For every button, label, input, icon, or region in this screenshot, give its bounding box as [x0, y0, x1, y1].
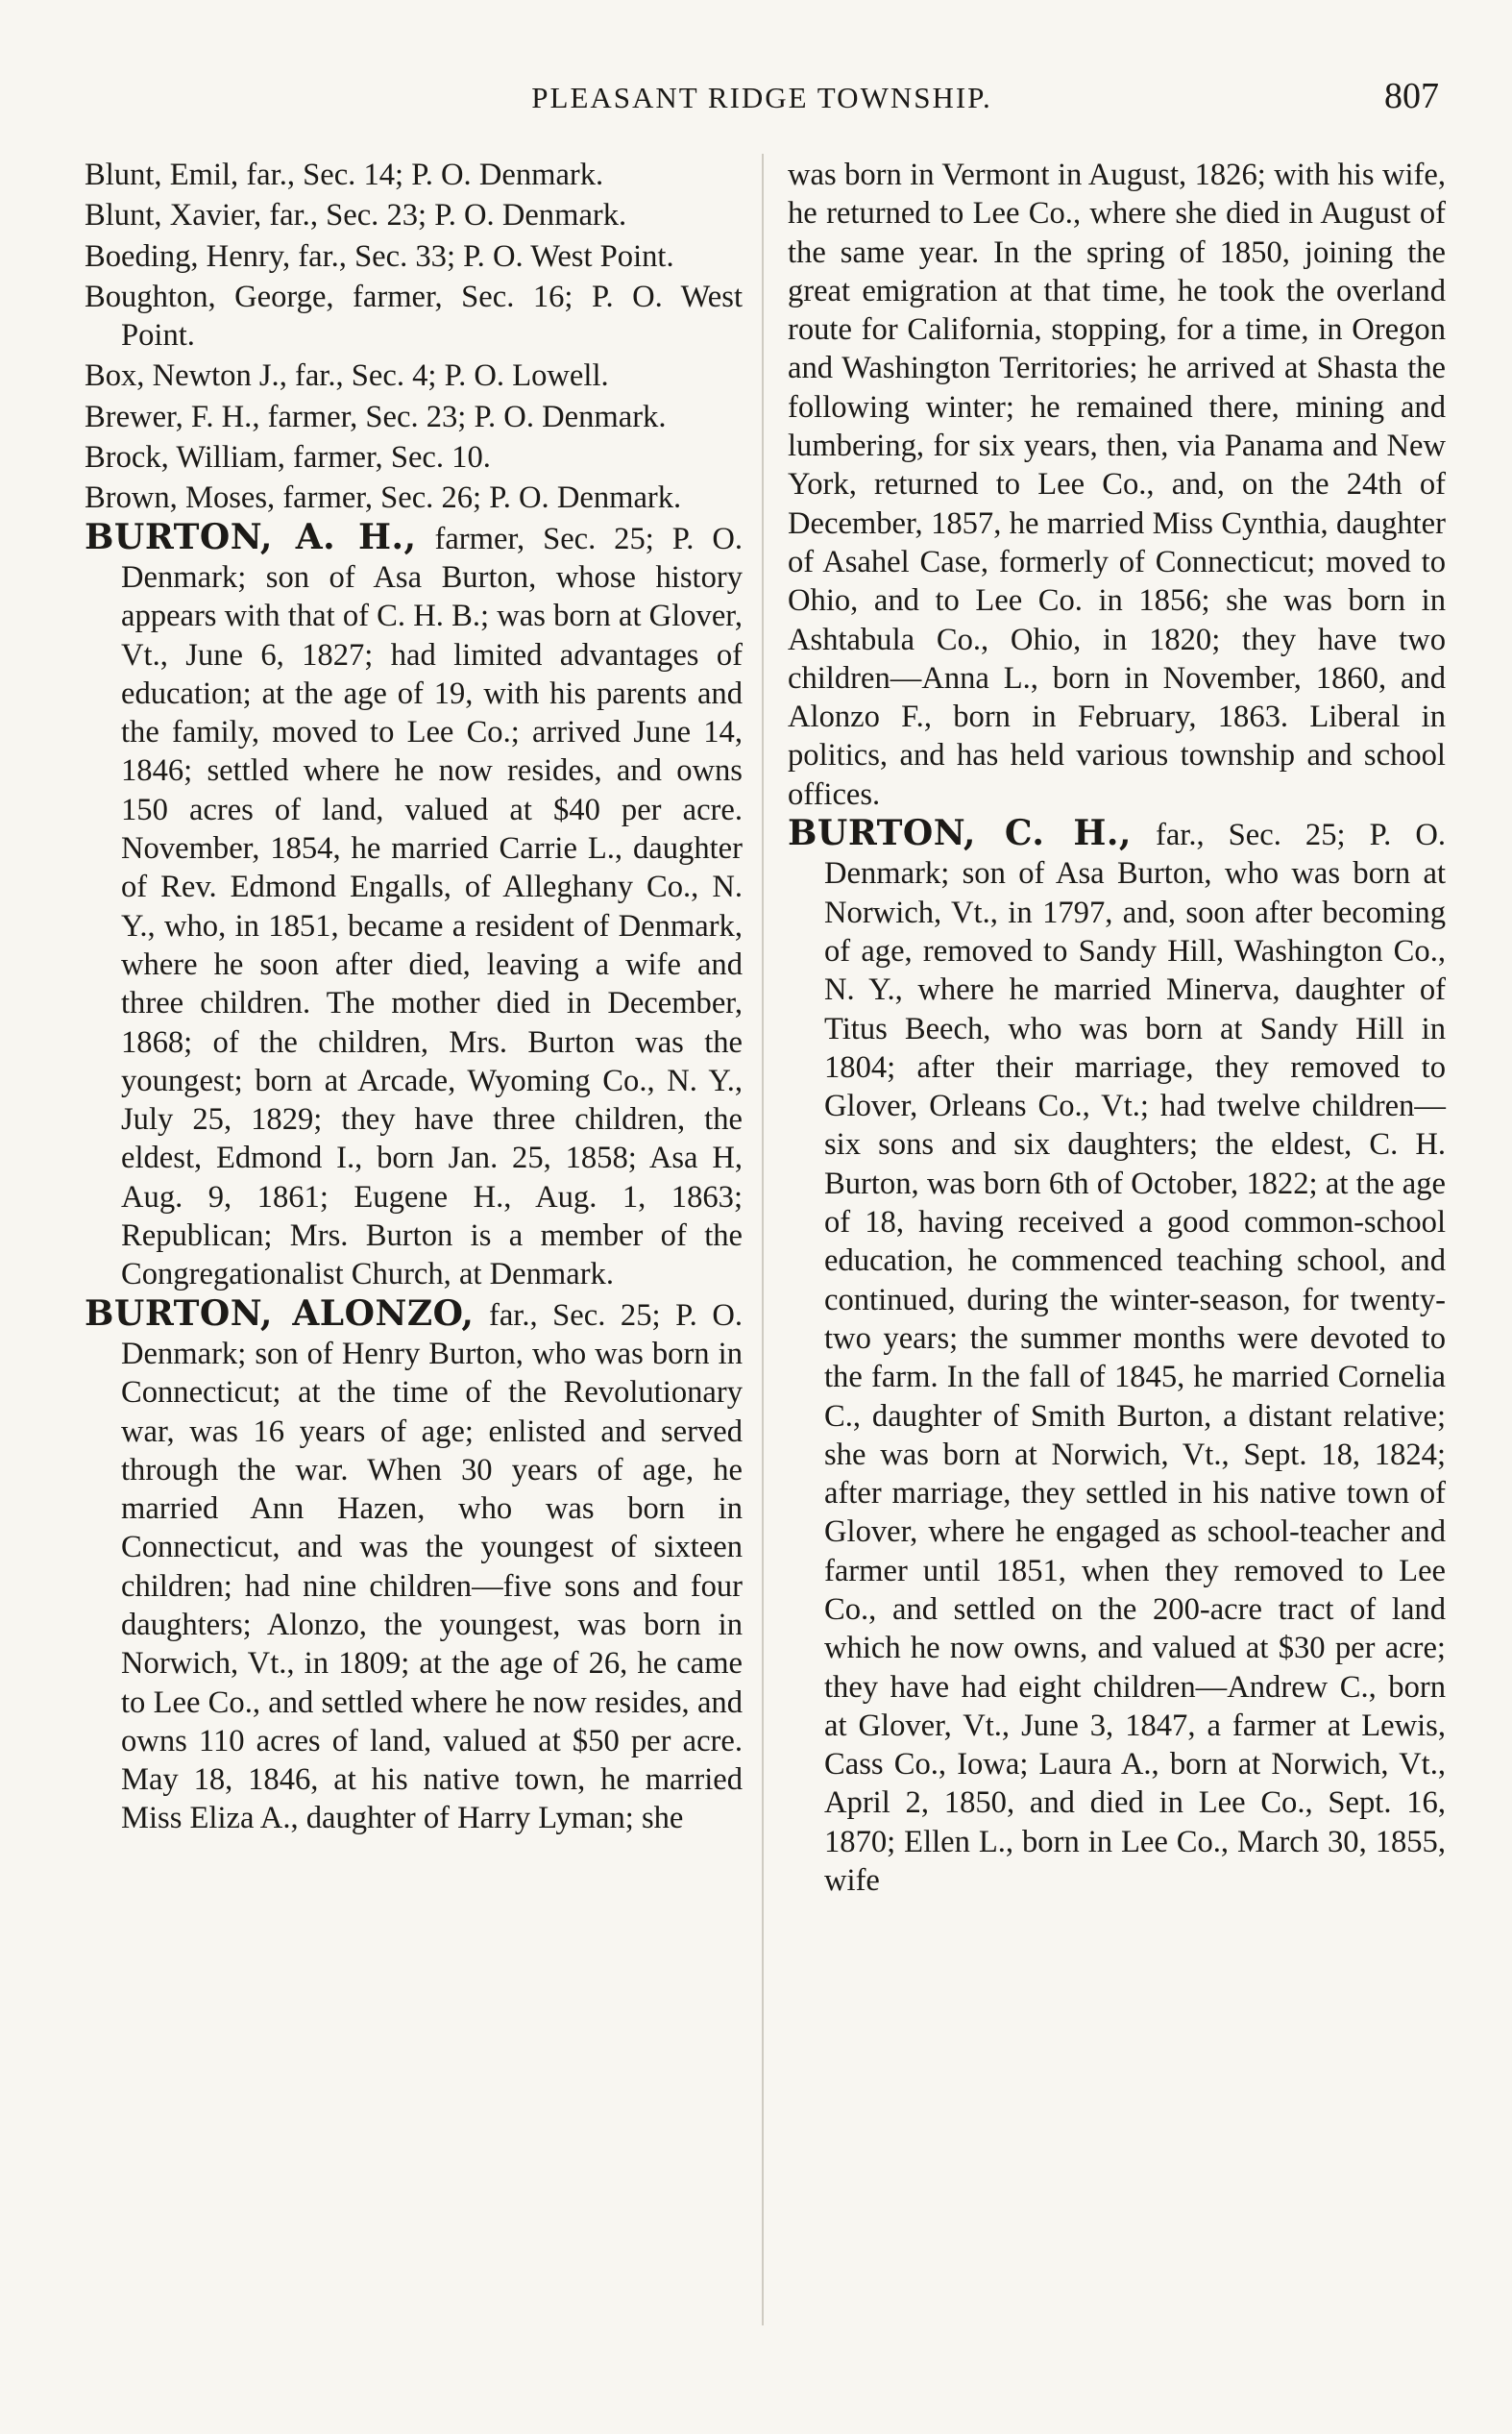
right-column	[788, 154, 1446, 1900]
entry-text: Boughton, George, farmer, Sec. 16; P. O. West Point.	[85, 279, 743, 354]
entry-name: BURTON, A. H.,	[85, 516, 417, 557]
biography-entry	[788, 814, 1446, 1900]
directory-entry	[85, 355, 743, 395]
page-number: 807	[1384, 76, 1439, 116]
entry-text: far., Sec. 25; P. O. Denmark; son of Asa Burton, who was born at Norwich, Vt., in 1797, and, soon after becoming of age, removed to Sandy Hill, Washington Co., N. Y., where he married Minerva, daughter of Titus Beech, who was born at Sandy Hill in 1804; after their marriage, they removed to Glover, Orleans Co., Vt.; had twelve children—six sons and six daughters; the eldest, C. H. Burton, was born 6th of October, 1822; at the age of 18, having received a good common-school education, he commenced teaching school, and continued, during the winter-season, for twenty-two years; the summer months were devoted to the farm. In the fall of 1845, he married Cornelia C., daughter of Smith Burton, a distant relative; she was born at Norwich, Vt., Sept. 18, 1824; after marriage, they settled in his native town of Glover, where he engaged as school-teacher and farmer until 1851, when they removed to Lee Co., and settled on the 200-acre tract of land which he now owns, and valued at $30 per acre; they have had eight children—Andrew C., born at Glover, Vt., June 3, 1847, a farmer at Lewis, Cass Co., Iowa; Laura A., born at Norwich, Vt., April 2, 1850, and died in Lee Co., Sept. 16, 1870; Ellen L., born in Lee Co., March 30, 1855, wife	[824, 818, 1446, 1899]
entry-text: Brock, William, farmer, Sec. 10.	[85, 440, 491, 476]
directory-entry	[85, 436, 743, 477]
directory-entry	[85, 396, 743, 436]
entry-text: Boeding, Henry, far., Sec. 33; P. O. West Point.	[85, 238, 674, 274]
entry-name: BURTON, C. H.,	[788, 813, 1132, 854]
entry-text: Blunt, Emil, far., Sec. 14; P. O. Denmark.	[85, 158, 604, 192]
directory-entry	[85, 276, 743, 356]
entry-text: farmer, Sec. 25; P. O. Denmark; son of Asa Burton, whose history appears with that of C. H. B.; was born at Glover, Vt., June 6, 1827; had limited advantages of education; at the age of 19, with his parents and the family, moved to Lee Co.; arrived June 14, 1846; settled where he now resides, and owns 150 acres of land, valued at $40 per acre. November, 1854, he married Carrie L., daughter of Rev. Edmond Engalls, of Alleghany Co., N. Y., who, in 1851, became a resident of Denmark, where he soon after died, leaving a wife and three children. The mother died in December, 1868; of the children, Mrs. Burton was the youngest; born at Arcade, Wyoming Co., N. Y., July 25, 1829; they have three children, the eldest, Edmond I., born Jan. 25, 1858; Asa H, Aug. 9, 1861; Eugene H., Aug. 1, 1863; Republican; Mrs. Burton is a member of the Congregationalist Church, at Denmark.	[121, 521, 743, 1292]
biography-continuation	[788, 154, 1446, 814]
column-divider	[762, 154, 764, 2325]
running-head	[85, 75, 1439, 123]
entry-text: was born in Vermont in August, 1826; with his wife, he returned to Lee Co., where she died in August of the same year. In the spring of 1850, joining the great emigration at that time, he took the overland route for California, stopping, for a time, in Oregon and Washington Territories; he arrived at Shasta the following winter; he remained there, mining and lumbering, for six years, then, via Panama and New York, returned to Lee Co., and, on the 24th of December, 1857, he married Miss Cynthia, daughter of Asahel Case, formerly of Connecticut; moved to Ohio, and to Lee Co. in 1856; she was born in Ashtabula Co., Ohio, in 1820; they have two children—Anna L., born in November, 1860, and Alonzo F., born in February, 1863. Liberal in politics, and has held various township and school offices.	[788, 158, 1446, 812]
left-column	[85, 154, 743, 1838]
directory-entry	[85, 477, 743, 517]
directory-entry	[85, 194, 743, 234]
page-title: PLEASANT RIDGE TOWNSHIP.	[531, 81, 992, 114]
entry-text: Blunt, Xavier, far., Sec. 23; P. O. Denmark.	[85, 198, 627, 234]
entry-text: far., Sec. 25; P. O. Denmark; son of Henry Burton, who was born in Connecticut; at the time of the Revolutionary war, was 16 years of age; enlisted and served through the war. When 30 years of age, he married Ann Hazen, who was born in Connecticut, and was the youngest of sixteen children; had nine children—five sons and four daughters; Alonzo, the youngest, was born in Norwich, Vt., in 1809; at the age of 26, he came to Lee Co., and settled where he now resides, and owns 110 acres of land, valued at $50 per acre. May 18, 1846, at his native town, he married Miss Eliza A., daughter of Harry Lyman; she	[121, 1297, 743, 1836]
entry-text: Brewer, F. H., farmer, Sec. 23; P. O. Denmark.	[85, 399, 667, 434]
biography-entry	[85, 1294, 743, 1838]
entry-text: Brown, Moses, farmer, Sec. 26; P. O. Denmark.	[85, 480, 682, 516]
entry-name: BURTON, ALONZO,	[85, 1292, 475, 1334]
biography-entry	[85, 518, 743, 1294]
directory-entry	[85, 235, 743, 276]
directory-entry	[85, 154, 743, 194]
entry-text: Box, Newton J., far., Sec. 4; P. O. Lowell.	[85, 358, 609, 394]
